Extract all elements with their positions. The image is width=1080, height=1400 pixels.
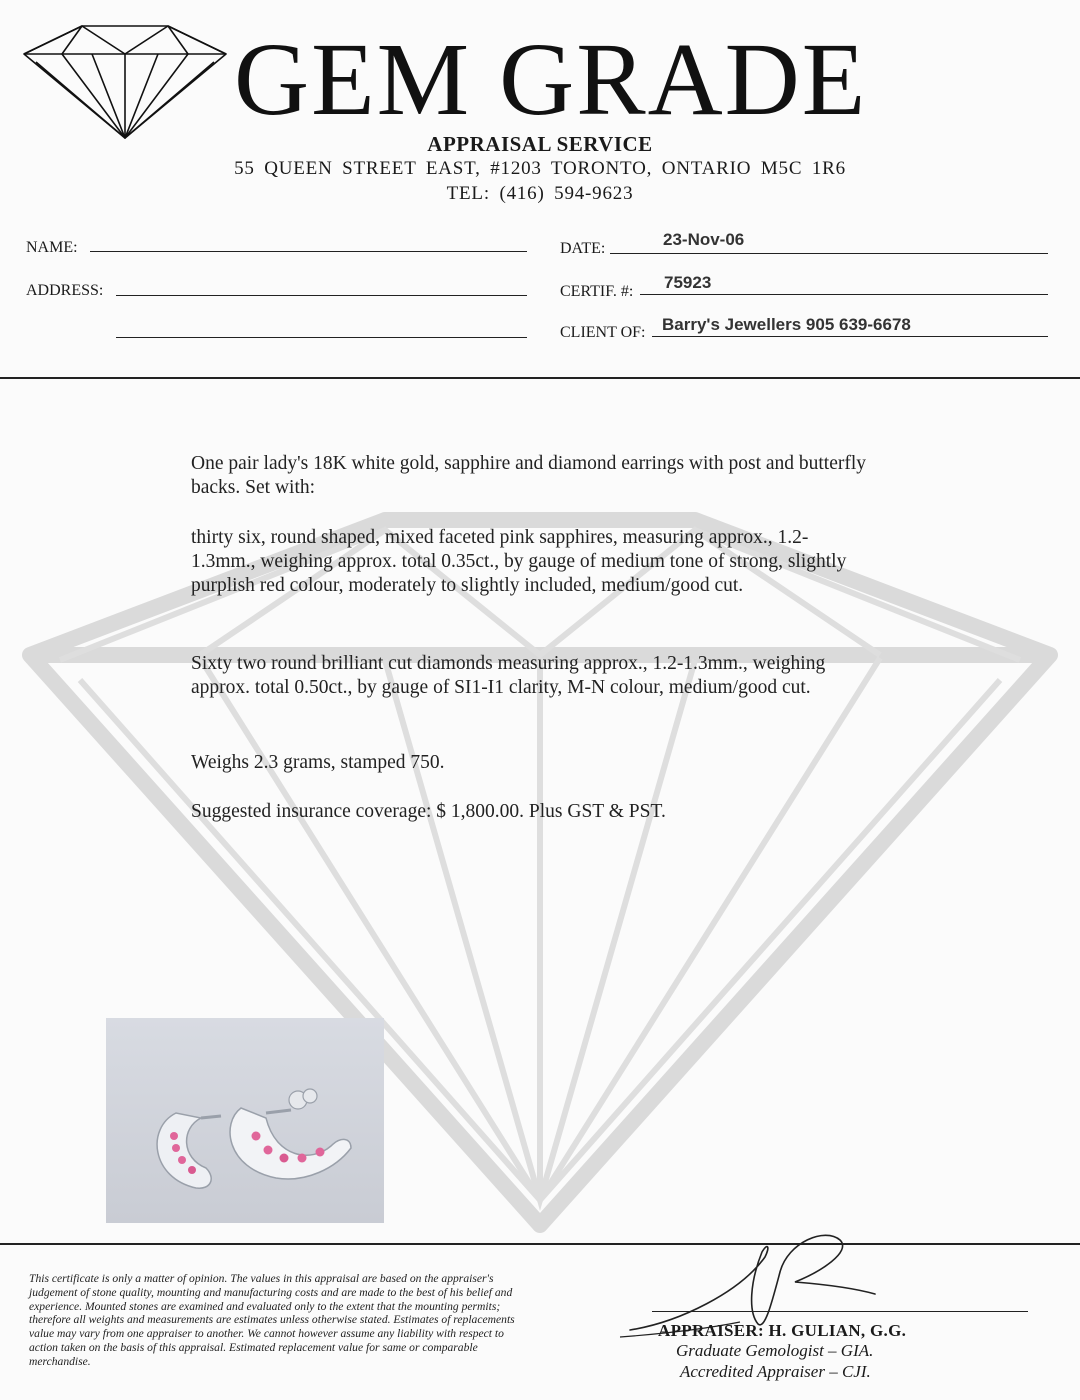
date-line xyxy=(610,253,1048,254)
brand-title: GEM GRADE xyxy=(234,22,868,137)
diamonds-text: Sixty two round brilliant cut diamonds measuring approx., 1.2-1.3mm., weighing approx. total 0.50ct., by gauge of SI1-I1 clarity, M-N colour, medium/good cut. xyxy=(191,653,826,698)
disclaimer-text: This certificate is only a matter of opinion. The values in this appraisal are based on the appraiser's judgement of stone quality, mounting and manufacturing costs and are made to the best of his belief and experience. Mounted stones are examined and evaluated only to the extent that the mounting permits; therefore all weights and measurements are estimates unless otherwise stated. Estimates of replacements value may vary from one appraiser to another. We cannot however assume any liability with respect to action taken on the basis of this appraisal. Estimated replacement value for same or comparable merchandise. xyxy=(29,1272,515,1368)
certif-label: CERTIF. #: xyxy=(560,283,634,300)
credential-gia: Graduate Gemologist – GIA. xyxy=(676,1341,874,1360)
client-label: CLIENT OF: xyxy=(560,324,646,341)
address-line-2 xyxy=(116,337,527,338)
header-rule xyxy=(0,377,1080,379)
address-line xyxy=(116,295,527,296)
description-diamonds xyxy=(191,652,871,700)
weight-text: Weighs 2.3 grams, stamped 750. xyxy=(191,752,445,773)
date-value: 23-Nov-06 xyxy=(663,230,745,249)
credential-cji: Accredited Appraiser – CJI. xyxy=(680,1362,871,1381)
intro-text: One pair lady's 18K white gold, sapphire and diamond earrings with post and butterfly backs. Set with: xyxy=(191,453,867,498)
signature-line xyxy=(652,1311,1028,1312)
subtitle: APPRAISAL SERVICE xyxy=(427,132,653,156)
description-intro xyxy=(191,452,871,500)
client-line xyxy=(652,336,1048,337)
description-insurance xyxy=(191,800,871,824)
earrings-photo xyxy=(106,1018,384,1223)
certif-line xyxy=(640,294,1048,295)
description-sapphires xyxy=(191,526,871,598)
diamond-icon xyxy=(22,22,228,140)
footer-rule xyxy=(0,1243,1080,1245)
date-label: DATE: xyxy=(560,240,606,257)
name-label: NAME: xyxy=(26,239,78,256)
company-phone: TEL: (416) 594-9623 xyxy=(446,183,634,204)
insurance-text: Suggested insurance coverage: $ 1,800.00. Plus GST & PST. xyxy=(191,801,666,822)
certif-value: 75923 xyxy=(664,273,712,292)
company-address: 55 QUEEN STREET EAST, #1203 TORONTO, ONTARIO M5C 1R6 xyxy=(234,158,846,179)
address-label: ADDRESS: xyxy=(26,282,104,299)
name-line xyxy=(90,251,527,252)
description-weight xyxy=(191,751,871,775)
client-value: Barry's Jewellers 905 639-6678 xyxy=(662,315,911,334)
sapphires-text: thirty six, round shaped, mixed faceted pink sapphires, measuring approx., 1.2-1.3mm., weighing approx. total 0.35ct., by gauge of medium tone of strong, slightly purplish red colour, moderately to slightly included, medium/good cut. xyxy=(191,527,847,596)
appraiser-name: APPRAISER: H. GULIAN, G.G. xyxy=(658,1321,907,1340)
